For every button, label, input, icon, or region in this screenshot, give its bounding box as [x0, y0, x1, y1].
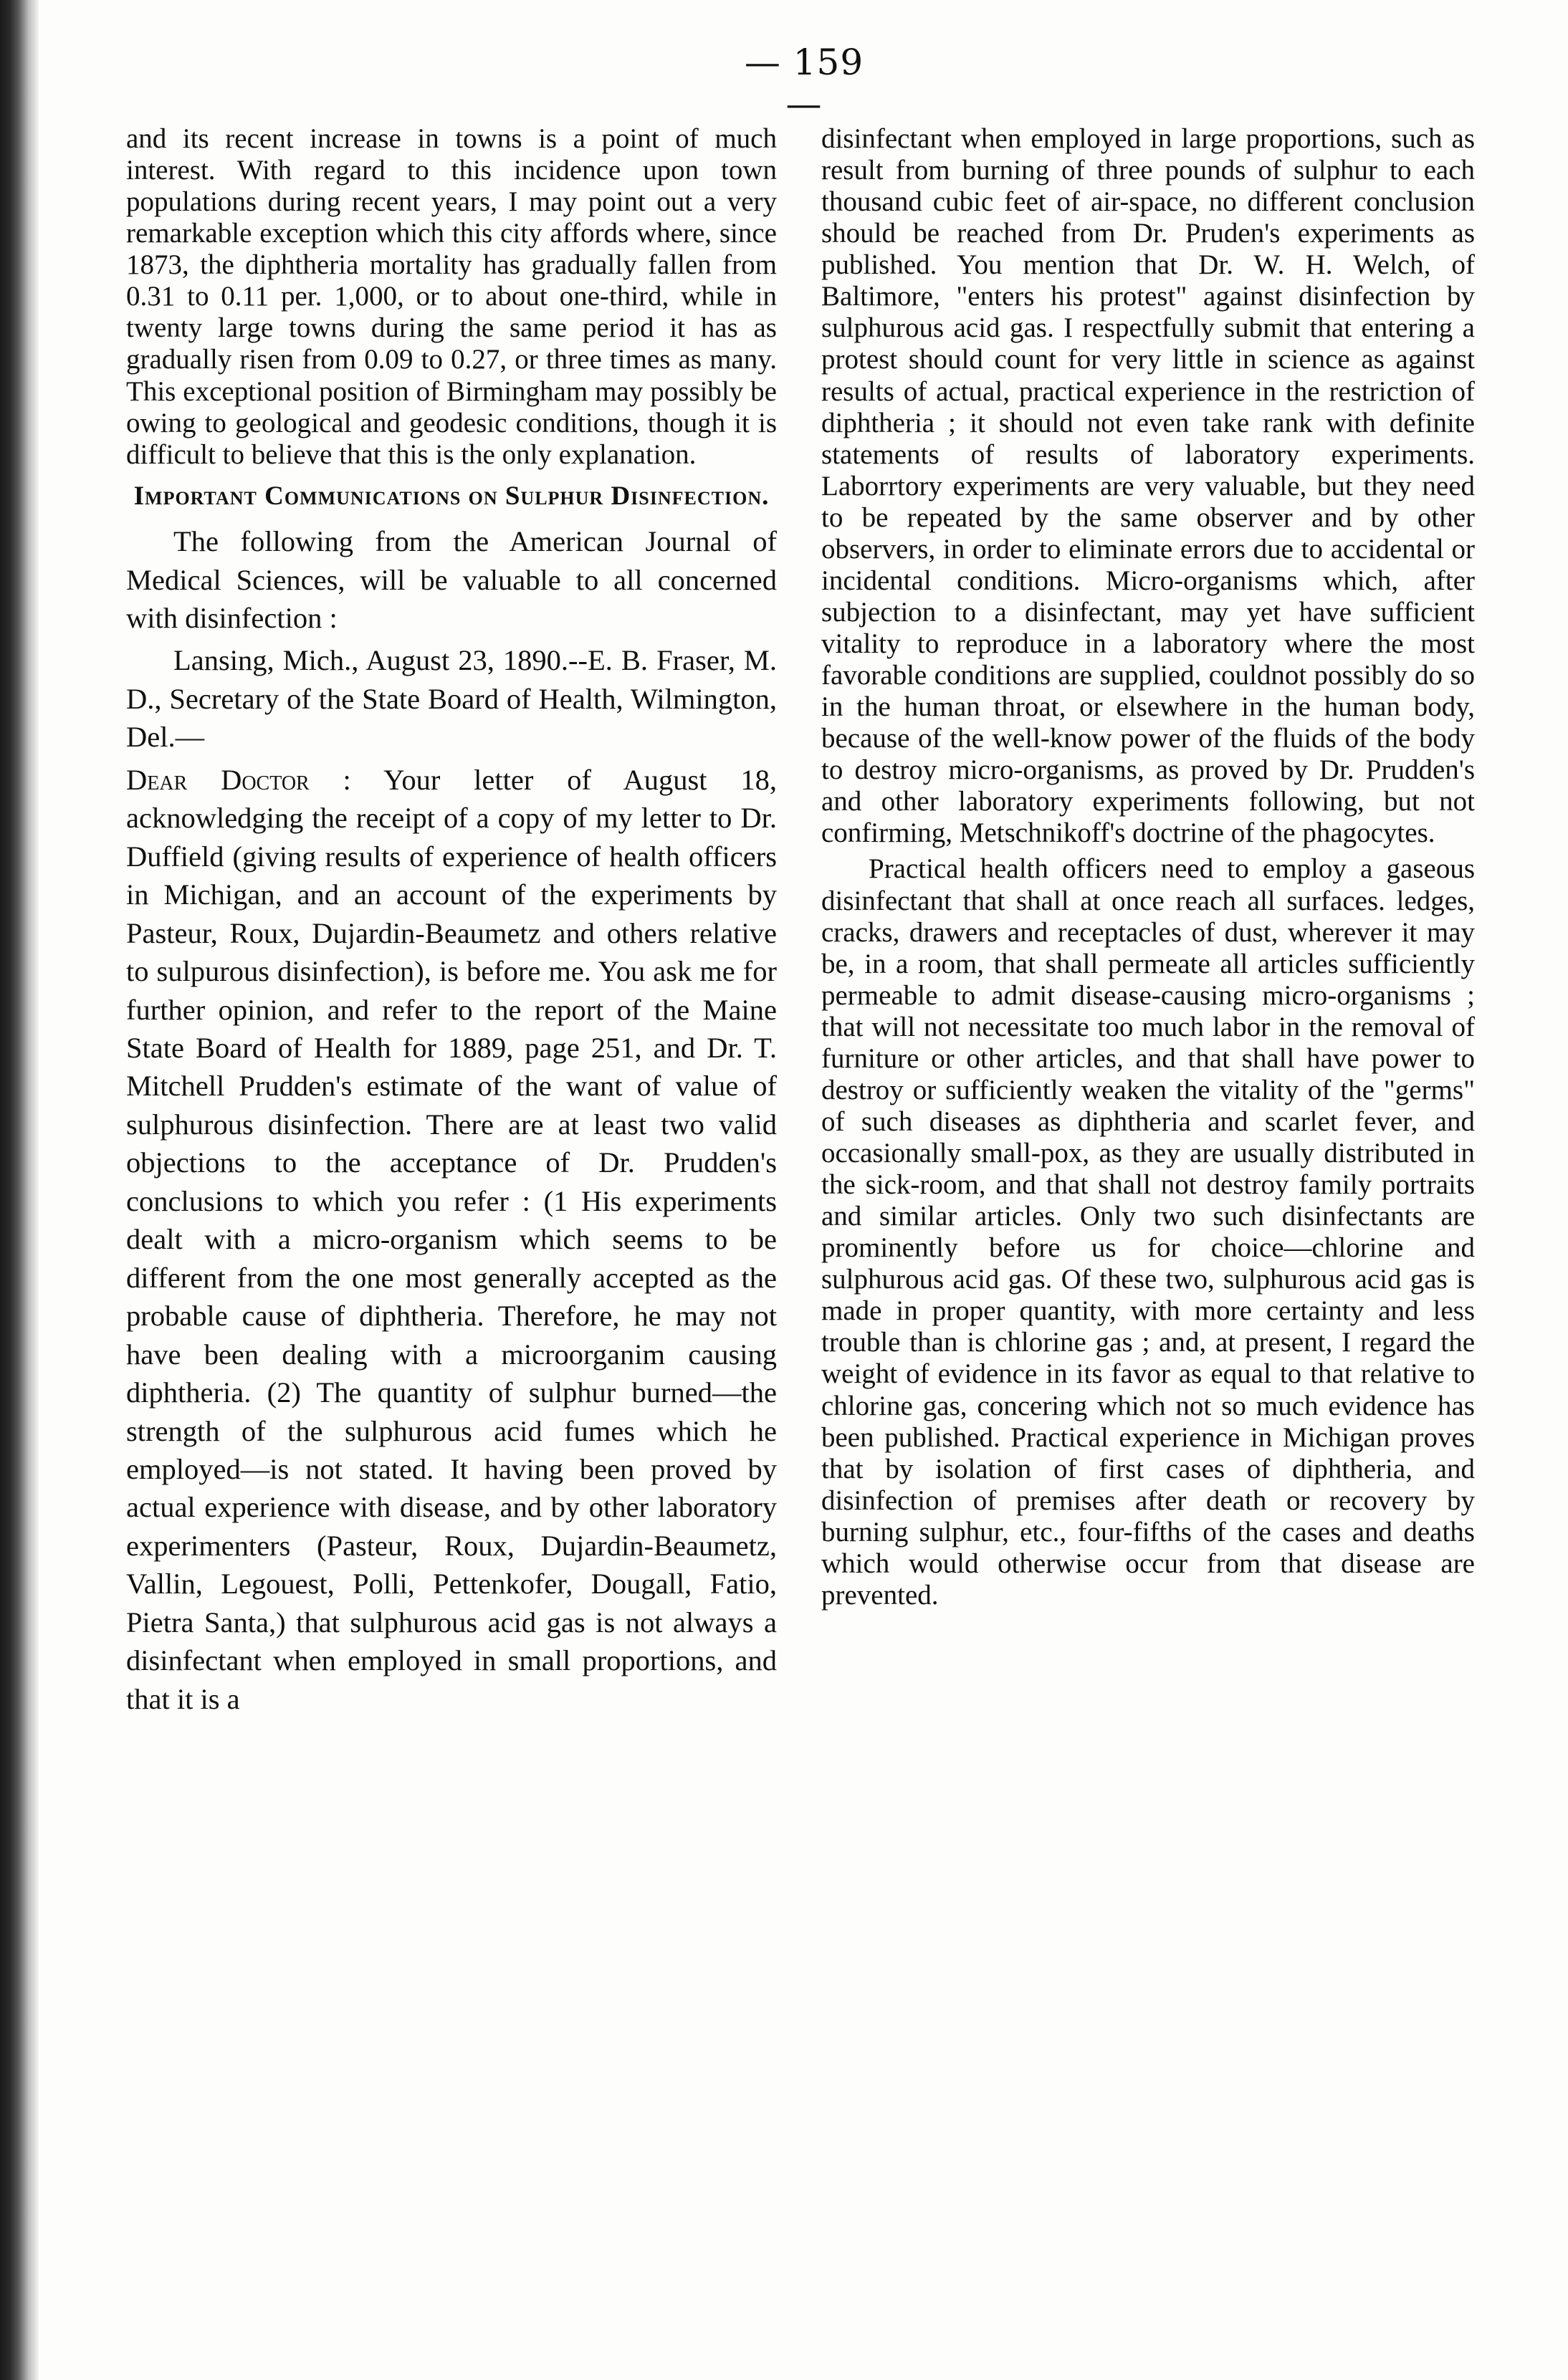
birmingham-diphtheria-paragraph: and its recent increase in towns is a point of much interest. With regard to this incidence upon town populations during recent years, I may point out a very remarkable exception which this city affords where, since 1873, the diphtheria mortality has gradually fallen from 0.31 to 0.11 per. 1,000, or to about one-third, while in twenty large towns during the same period it has as gradually risen from 0.09 to 0.27, or three times as many. This exceptional position of Birmingham may possibly be owing to geological and geodesic conditions, though it is difficult to believe that this is the only explanation.	[126, 123, 777, 470]
page-binding-edge	[0, 0, 39, 2380]
letter-body-text: Your letter of August 18, acknowledging the receipt of a copy of my letter to Dr. Duffield (giving results of experience of health officers in Michigan, and an account of the experiments by Pasteur, Roux, Dujardin-Beaumetz and others relative to sulpurous disinfection), is before me. You ask me for further opinion, and refer to the report of the Maine State Board of Health for 1889, page 251, and Dr. T. Mitchell Prudden's estimate of the want of value of sulphurous disinfection. There are at least two valid objections to the acceptance of Dr. Prudden's conclusions to which you refer : (1 His experiments dealt with a micro-organism which seems to be different from the one most generally accepted as the probable cause of diphtheria. Therefore, he may not have been dealing with a microorganim causing diphtheria. (2) The quantity of sulphur burned—the strength of the sulphurous acid fumes which he employed—is not stated. It having been proved by actual experience with disease, and by other laboratory experimenters (Pasteur, Roux, Dujardin-Beaumetz, Vallin, Legouest, Polli, Pettenkofer, Dougall, Fatio, Pietra Santa,) that sulphurous acid gas is not always a disinfectant when employed in small proportions, and that it is a	[126, 763, 777, 1715]
intro-paragraph: The following from the American Journal of Medical Sciences, will be valuable to all concerned with disinfection :	[126, 525, 777, 634]
page-number: — 159 —	[744, 42, 864, 125]
section-heading: Important Communications on Sulphur Disinfection.	[133, 481, 770, 511]
letter-body-paragraph	[126, 761, 777, 1718]
letter-dateline: Lansing, Mich., August 23, 1890.--E. B. Fraser, M. D., Secretary of the State Board of Health, Wilmington, Del.—	[126, 644, 777, 754]
letter-continuation-paragraph: disinfectant when employed in large proportions, such as result from burning of three pounds of sulphur to each thousand cubic feet of air-space, no different conclusion should be reached from Dr. Pruden's experiments as published. You mention that Dr. W. H. Welch, of Baltimore, "enters his protest" against disinfection by sulphurous acid gas. I respectfully submit that entering a protest should count for very little in science as against results of actual, practical experience in the restriction of diphtheria ; it should not even take rank with definite statements of results of laboratory experiments. Laborrtory experiments are very valuable, but they need to be repeated by the same observer and by other observers, in order to eliminate errors due to accidental or incidental conditions. Micro-organisms which, after subjection to a disinfectant, may yet have sufficient vitality to reproduce in a laboratory where the most favorable conditions are supplied, couldnot possibly do so in the human throat, or elsewhere in the human body, because of the well-know power of the fluids of the body to destroy micro-organisms, as proved by Dr. Prudden's and other laboratory experiments following, but not confirming, Metschnikoff's doctrine of the phagocytes.	[821, 123, 1475, 849]
practical-health-officers-paragraph: Practical health officers need to employ a gaseous disinfectant that shall at once reach all surfaces. ledges, cracks, drawers and receptacles of dust, wherever it may be, in a room, that shall permeate all articles sufficiently permeable to admit disease-causing micro-organisms ; that will not necessitate too much labor in the removal of furniture or other articles, and that shall have power to destroy or sufficiently weaken the vitality of the "germs" of such diseases as diphtheria and scarlet fever, and occasionally small-pox, as they are usually distributed in the sick-room, and that shall not destroy family portraits and similar articles. Only two such disinfectants are prominently before us for choice—chlorine and sulphurous acid gas. Of these two, sulphurous acid gas is made in proper quantity, with more certainty and less trouble than is chlorine gas ; and, at present, I regard the weight of evidence in its favor as equal to that relative to chlorine gas, concering which not so much evidence has been published. Practical experience in Michigan proves that by isolation of first cases of diphtheria, and disinfection of premises after death or recovery by burning sulphur, etc., four-fifths of the cases and deaths which would otherwise occur from that disease are prevented.	[821, 853, 1475, 1611]
letter-salutation: Dear Doctor :	[126, 763, 351, 796]
right-column	[821, 123, 1475, 1616]
left-column	[126, 123, 777, 1722]
